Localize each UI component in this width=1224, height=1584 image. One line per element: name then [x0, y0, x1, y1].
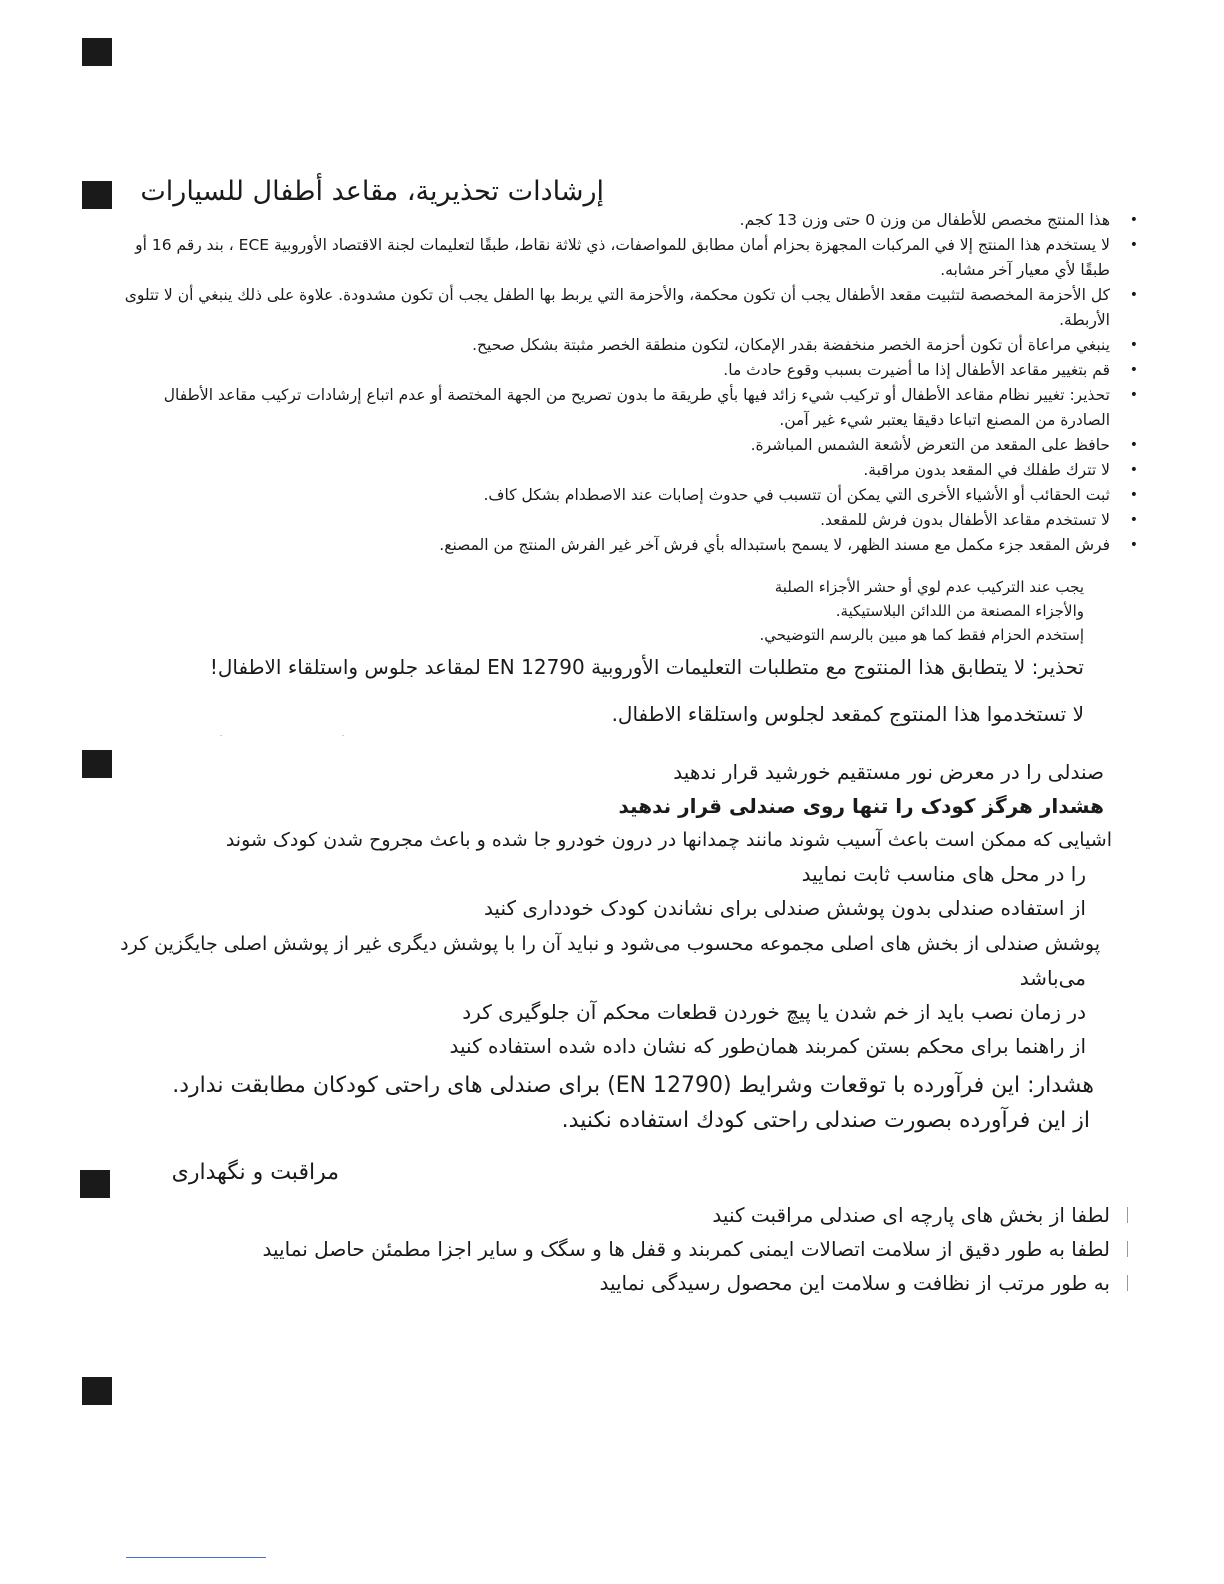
persian-warning-line: از این فرآورده بصورت صندلی راحتی کودك استفاده نکنید. — [561, 1108, 1090, 1133]
arabic-section-title: إرشادات تحذيرية، مقاعد أطفال للسيارات — [140, 176, 604, 207]
list-item: • ثبت الحقائب أو الأشياء الأخرى التي يمكن أن تتسبب في حدوث إصابات عند الاصطدام بشكل كاف. — [110, 483, 1110, 508]
persian-line: را در محل های مناسب ثابت نمایید — [801, 862, 1086, 886]
list-item: • لا يستخدم هذا المنتج إلا في المركبات المجهزة بحزام أمان مطابق للمواصفات، ذي ثلاثة نقاط، طبقًا لتعليمات لجنة الاقتصاد الأوروبية ECE ، بند رقم 16 أو طبقًا لأي معيار آخر مشابه. — [110, 233, 1110, 283]
arabic-note-line: يجب عند التركيب عدم لوي أو حشر الأجزاء الصلبة — [774, 578, 1084, 596]
list-item: • لا تترك طفلك في المقعد بدون مراقبة. — [110, 458, 1110, 483]
list-item: • فرش المقعد جزء مكمل مع مسند الظهر، لا يسمح باستبداله بأي فرش آخر غير الفرش المنتج من المصنع. — [110, 533, 1110, 558]
list-item: به طور مرتب از نظافت و سلامت این محصول رسیدگی نمایید — [70, 1266, 1110, 1300]
arabic-note-line: إستخدم الحزام فقط كما هو مبين بالرسم التوضيحي. — [759, 626, 1084, 644]
list-item: • كل الأحزمة المخصصة لتثبيت مقعد الأطفال يجب أن تكون محكمة، والأحزمة التي يربط بها الطفل يجب أن تكون مشدودة. علاوة على ذلك ينبغي أن لا تتلوى الأربطة. — [110, 283, 1110, 333]
persian-line: از استفاده صندلی بدون پوشش صندلی برای نشاندن کودک خودداری کنید — [483, 896, 1086, 920]
list-item: • لا تستخدم مقاعد الأطفال بدون فرش للمقعد. — [110, 508, 1110, 533]
faint-mark — [220, 735, 222, 736]
persian-warning-line: هشدار: این فرآورده با توقعات وشرایط (EN 12790) برای صندلی های راحتی کودکان مطابقت ندارد. — [172, 1073, 1094, 1098]
persian-line: اشیایی که ممکن است باعث آسیب شوند مانند چمدانها در درون خودرو جا شده و باعث مجروح شدن کودک شوند — [225, 829, 1112, 851]
footnote-separator — [126, 1557, 266, 1558]
care-list — [70, 1198, 1126, 1300]
persian-line: پوشش صندلی از بخش های اصلی مجموعه محسوب می‌شود و نباید آن را با پوشش دیگری غیر از پوشش اصلی جایگزین کرد — [120, 933, 1100, 955]
arabic-bullet-list — [110, 208, 1132, 558]
persian-line: از راهنما برای محکم بستن کمربند همان‌طور که نشان داده شده استفاده کنید — [449, 1034, 1086, 1058]
list-item: • تحذير: تغيير نظام مقاعد الأطفال أو تركيب شيء زائد فيها بأي طريقة ما بدون تصريح من الجهة المختصة أو عدم اتباع إرشادات تركيب مقاعد الأطفال الصادرة من المصنع اتباعا دقيقا يعتبر شيء غير آمن. — [110, 383, 1110, 433]
persian-line: هشدار هرگز کودک را تنها روی صندلی قرار ندهید — [618, 794, 1104, 818]
persian-line: در زمان نصب باید از خم شدن یا پیچ خوردن قطعات محکم آن جلوگیری کرد — [462, 1000, 1086, 1024]
arabic-warning-line: لا تستخدموا هذا المنتوج كمقعد لجلوس واستلقاء الاطفال. — [611, 702, 1084, 726]
persian-line: صندلی را در معرض نور مستقیم خورشید قرار ندهید — [673, 760, 1104, 784]
list-item: • هذا المنتج مخصص للأطفال من وزن 0 حتى وزن 13 كجم. — [110, 208, 1110, 233]
list-item: لطفا به طور دقیق از سلامت اتصالات ایمنی کمربند و قفل ها و سگک و سایر اجزا مطمئن حاصل نمایید — [70, 1232, 1110, 1266]
arabic-warning-line: تحذير: لا يتطابق هذا المنتوج مع متطلبات التعليمات الأوروبية EN 12790 لمقاعد جلوس واستلقاء الاطفال! — [209, 655, 1084, 679]
list-item: • قم بتغيير مقاعد الأطفال إذا ما أضيرت بسبب وقوع حادث ما. — [110, 358, 1110, 383]
faint-mark — [342, 735, 344, 736]
arabic-note-line: والأجزاء المصنعة من اللدائن البلاستيكية. — [835, 602, 1084, 620]
list-item: لطفا از بخش های پارچه ای صندلی مراقبت کنید — [70, 1198, 1110, 1232]
persian-line: می‌باشد — [1019, 966, 1086, 990]
list-item: • حافظ على المقعد من التعرض لأشعة الشمس المباشرة. — [110, 433, 1110, 458]
section-marker-square — [82, 1377, 112, 1405]
care-section-title: مراقبت و نگهداری — [171, 1160, 339, 1185]
list-item: • ينبغي مراعاة أن تكون أحزمة الخصر منخفضة بقدر الإمكان، لتكون منطقة الخصر مثبتة بشكل صحيح. — [110, 333, 1110, 358]
section-marker-square — [82, 38, 112, 66]
